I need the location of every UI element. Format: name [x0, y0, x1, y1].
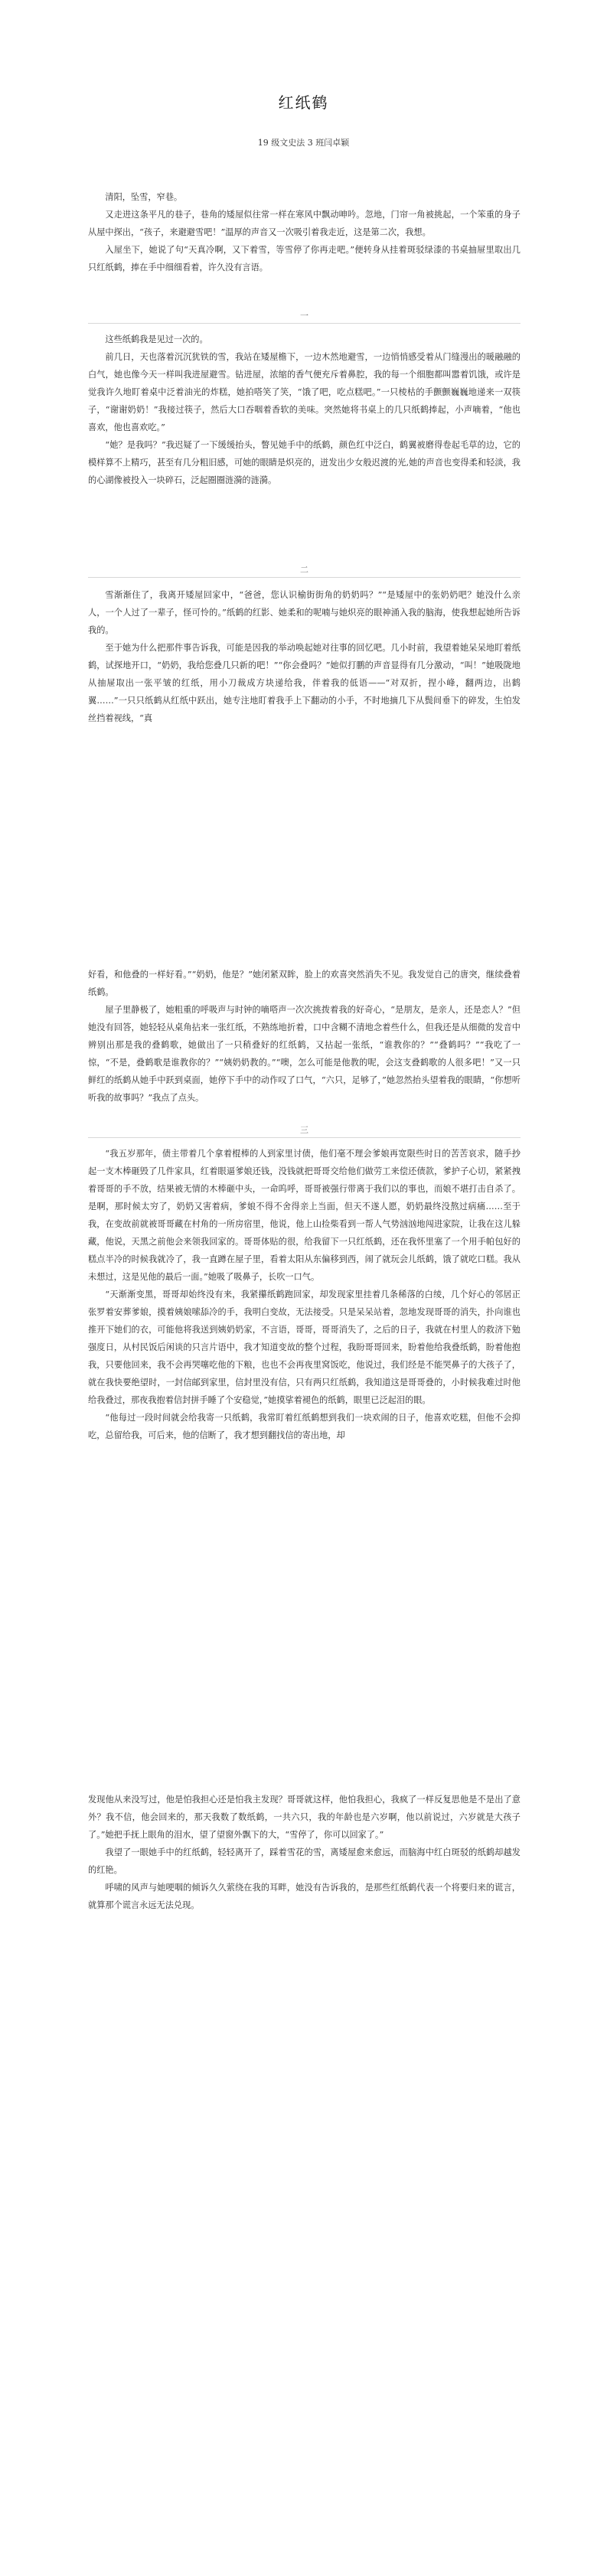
paragraph: 好看，和他叠的一样好看。”“奶奶，他是？”她闭紧双眸，脸上的欢喜突然消失不见。我发觉自己的唐突，继续叠着纸鹤。	[88, 970, 521, 997]
paragraph: 发现他从来没写过，他是怕我担心还是怕我主发现？哥哥就这样，他怕我担心，我疯了一样反复思他是不是出了意外？我不信，他会回来的，那天我数了数纸鹤，一共六只，我的年龄也是六岁啊，他以前说过，六岁就是大孩子了。”她把手抚上眼角的泪水，望了望窗外飘下的大，“雪停了，你可以回家了。”	[88, 1795, 521, 1840]
section-one	[88, 331, 521, 489]
paragraph: 呼啸的风声与她哽咽的倾诉久久萦绕在我的耳畔，她没有告诉我的，是那些红纸鹤代表一个将要归来的谎言，就算那个谎言永远无法兑现。	[88, 1883, 521, 1910]
paragraph: “她？是我吗？”我迟疑了一下缓缓抬头，瞥见她手中的纸鹤，颜色红中泛白，鹤翼被磨得卷起毛草的边，它的模样算不上精巧，甚至有几分粗旧感，可她的眼睛是炽亮的，迸发出少女般迟渡的光,她的声音也变得柔和轻淡，我的心湖像被投入一块碎石，泛起圈圈涟漪的涟漪。	[88, 440, 521, 485]
section-three-part-b	[88, 1791, 521, 1914]
paragraph: “天渐渐变黑，哥哥却始终没有来，我紧攥纸鹤跑回家，却发现家里挂着几条稀落的白绫，几个好心的邻居正张罗着安葬爹娘，摸着姨娘嗦舔冷的手，我明白变故，无法接受。只是呆呆站着，忽地发现哥哥的消失，扑向谁也推开下她们的衣，可能他将我送到姨奶奶家，不言语，哥哥，哥哥消失了，之后的日子，我就在村里人的救济下勉强度日，从村民饭后闲谈的只言片语中，我才知道变故的整个过程，我盼哥哥回来，盼着他给我叠纸鹤，盼着他抱我，只要他回来，我不会再哭噻吃他的下粮，也也不会再夜里窝饭吃，他说过，我们经是不能哭鼻子的大孩子了，就在我快要绝望时，一封信邮到家里，信封里没有信，只有两只红纸鹤，我知道这是哥哥叠的，小时候我难过时他给我叠过，那夜我抱着信封拼手睡了个安稳觉，”她摸挲着褪色的纸鹤，眼里已泛起泪的眼。	[88, 1290, 521, 1405]
divider-rule	[88, 577, 521, 578]
paragraph: 这些纸鹤我是见过一次的。	[105, 334, 208, 344]
paragraph: 清阳，坠雪，窄巷。	[105, 192, 183, 202]
section-divider-3	[88, 1123, 521, 1138]
paragraph: 至于她为什么把那件事告诉我，可能是因我的举动唤起她对往事的回忆吧。几小时前，我望着她呆呆地盯着纸鹤，试探地开口，“奶奶，我给您叠几只新的吧！”“你会叠吗？”她似打鹏的声音显得有几分激动，“叫！”她吸陇地从抽屉取出一张平皱的红纸，用小刀裁成方块递给我，伴着我的低语——“对双折，捏小峰，翻两边，出鹤翼……”一只只纸鹤从红纸中跃出，她专注地盯着我手上下翻动的小手，不时地摘几下从鬓间垂下的碎发，生怕发丝挡着视线，“真	[88, 643, 521, 723]
paragraph: “我五岁那年，债主带着几个拿着棍棒的人到家里讨债，他们毫不理会爹娘再宽限些时日的苦苦哀求，随手抄起一支木棒砸毁了几件家具，红着眼逼爹娘还钱，没钱就把哥哥交给他们做劳工来偿还债款，爹护子心切，紧紧拽着哥哥的手不放，结果被无情的木棒砸中头，一命呜呼，哥哥被强行带离于我们以的事也，而娘不堪打击自杀了。是啊，那时候太穷了，奶奶又害着病，爹娘不得不舍得亲上当面，但天不遂人愿，奶奶最终没熬过病痛……至于我，在变故前就被哥哥藏在村角的一所房宿里，他说，他上山捡柴看到一帮人气势汹汹地闯进家院，让我在这儿躲藏，他说，天黑之前他会来领我回家的。哥哥体贴的很，给我留下一只红纸鹤，还在我怀里塞了一个用手帕包好的糕点半冷的时候我就冷了，我一直蹲在屋子里，看着太阳从东偏移到西，闹了就玩会儿纸鹤，饿了就吃口糕。我从未想过，这是见他的最后一面。”她吸了吸鼻子，长吹一口气。	[88, 1149, 521, 1282]
paragraph: 雪渐渐住了，我离开矮屋回家中，“爸爸，您认识榆街街角的奶奶吗？”“是矮屋中的张奶奶吧？她没什么亲人，一个人过了一辈子，怪可怜的。”纸鹤的红影、她柔和的呢喃与她炽亮的眼神涌入我的脑海，使我想起她所告诉我的。	[88, 590, 521, 635]
section-three-part-a	[88, 1145, 521, 1444]
section-divider-2	[88, 563, 521, 578]
paragraph: 我望了一眼她手中的红纸鹤，轻轻离开了，踩着雪花的雪，离矮屋愈来愈远，而脑海中红白斑驳的纸鹤却越发的红艳。	[88, 1847, 521, 1875]
author-line: 19 级文史法 3 班闫卓颖	[257, 138, 350, 148]
section-intro	[88, 188, 521, 276]
paragraph: 入屋坐下，她说了句“天真冷啊，又下着雪，等雪停了你再走吧。”便转身从挂着斑驳绿漆的书桌抽屉里取出几只红纸鹤，捧在手中细细看着，许久没有言语。	[88, 245, 521, 272]
section-divider-1	[88, 309, 521, 324]
page-title: 红纸鹤	[278, 93, 329, 112]
paragraph: 又走进这条平凡的巷子，巷角的矮屋似往常一样在寒风中飘动呻吟。忽地，门帘一角被挑起，一个笨重的身子从屋中探出，“孩子，来避避雪吧！”温厚的声音又一次吸引着我走近，这是第二次，我想。	[88, 210, 521, 237]
divider-label: 二	[300, 565, 308, 575]
section-two-part-b	[88, 966, 521, 1107]
divider-label: 三	[300, 1125, 308, 1135]
divider-rule	[88, 1137, 521, 1138]
divider-rule	[88, 323, 521, 324]
divider-label: 一	[300, 311, 308, 321]
paragraph: 屋子里静极了，她粗重的呼吸声与时钟的嘀嗒声一次次挑拨着我的好奇心，“是朋友，是亲人，还是恋人？”但她没有回答，她轻轻从桌角拈来一张红纸，不熟练地折着，口中含糊不清地念着些什么，但我还是从细微的发音中辨别出那是我的叠鹤歌，她做出了一只稍叠好的红纸鹤，又拈起一张纸，“谁教你的？”“叠鹤吗？”“我吃了一惊，“不是，叠鹤歌是谁教你的？”“姨奶奶教的。”“噢，怎么可能是他教的呢，会这支叠鹤歌的人很多吧！”又一只鲜红的纸鹤从她手中跃到桌面，她停下手中的动作叹了口气，“六只，足够了，”她忽然抬头望着我的眼睛，“你想听听我的故事吗？”我点了点头。	[88, 1005, 521, 1103]
paragraph: “他每过一段时间就会给我寄一只纸鹤，我常盯着红纸鹤想到我们一块欢闹的日子，他喜欢吃糕，但他不会抑吃，总留给我，可后来，他的信断了，我才想到翻找信的寄出地，却	[88, 1413, 521, 1440]
paragraph: 前几日，天也落着沉沉犹铁的雪，我站在矮屋檐下，一边木然地避雪，一边悄悄感受着从门缝漫出的暖融融的白气，她也像今天一样叫我进屋避雪。钻进屋，浓缩的香气便充斥着鼻腔，我的每一个细胞都叫嚣着饥饿，或许是觉我许久地盯着桌中泛着油光的炸糕，她拍嗒笑了笑，“饿了吧，吃点糕吧。”一只棱枯的手颤颤巍巍地递来一双筷子，“谢谢奶奶！”我接过筷子，然后大口吞咽着香软的美味。突然她将书桌上的几只纸鹤捧起，小声嘀着，“他也喜欢，他也喜欢吃。”	[88, 352, 521, 432]
section-two-part-a	[88, 586, 521, 727]
